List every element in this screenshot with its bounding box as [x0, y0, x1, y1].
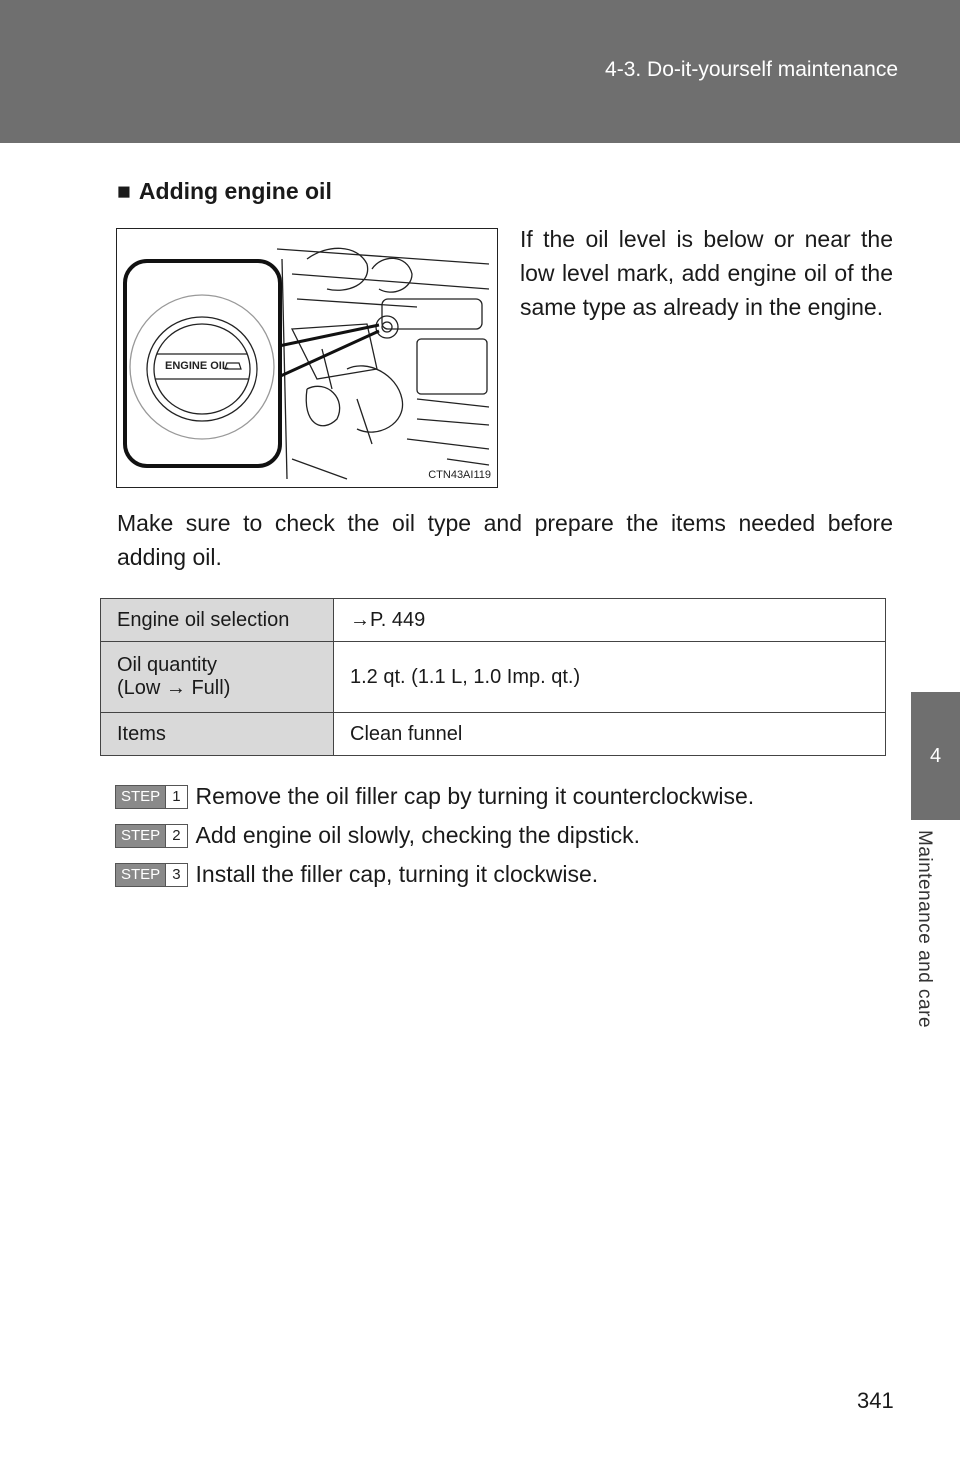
table-row [101, 713, 886, 756]
section-bullet: ■ [117, 178, 131, 204]
label-line: (Low → Full) [117, 677, 231, 699]
step-text: Remove the oil filler cap by turning it counterclockwise. [195, 783, 755, 809]
step-3 [115, 861, 598, 888]
header-title: 4-3. Do-it-yourself maintenance [605, 58, 898, 81]
figure-code: CTN43AI119 [428, 469, 491, 481]
cap-label: ENGINE OIL [165, 360, 229, 372]
chapter-number: 4 [929, 744, 942, 767]
step-text: Install the filler cap, turning it clockwise. [195, 861, 599, 887]
page-header [0, 0, 960, 143]
table-row [101, 642, 886, 713]
step-text: Add engine oil slowly, checking the dipstick. [195, 822, 641, 848]
step-2 [115, 822, 640, 849]
step-number: 2 [165, 825, 186, 847]
step-badge [115, 785, 188, 809]
step-badge [115, 863, 188, 887]
chapter-label: Maintenance and care [914, 830, 935, 1029]
step-badge [115, 824, 188, 848]
oil-type-paragraph: Make sure to check the oil type and prepare the items needed before adding oil. [117, 510, 893, 570]
step-1 [115, 783, 754, 810]
step-word: STEP [116, 825, 165, 847]
chapter-tab [911, 692, 960, 820]
step-word: STEP [116, 864, 165, 886]
step-number: 1 [165, 786, 186, 808]
page-number: 341 [857, 1388, 894, 1413]
oil-spec-table [100, 598, 886, 756]
section-title [117, 178, 332, 205]
table-cell-label [101, 642, 334, 713]
step-number: 3 [165, 864, 186, 886]
table-cell-value: Clean funnel [334, 713, 886, 756]
engine-oil-figure [116, 228, 498, 488]
table-cell-label: Items [101, 713, 334, 756]
table-cell-label: Engine oil selection [101, 599, 334, 642]
label-line: Oil quantity [117, 654, 218, 676]
table-cell-value: →P. 449 [334, 599, 886, 642]
table-cell-value: 1.2 qt. (1.1 L, 1.0 Imp. qt.) [334, 642, 886, 713]
step-word: STEP [116, 786, 165, 808]
engine-bay-illustration [117, 229, 498, 488]
table-row [101, 599, 886, 642]
section-title-text: Adding engine oil [138, 178, 332, 204]
intro-text: If the oil level is below or near the low level mark, add engine oil of the same type as already in the engine. [520, 226, 893, 320]
